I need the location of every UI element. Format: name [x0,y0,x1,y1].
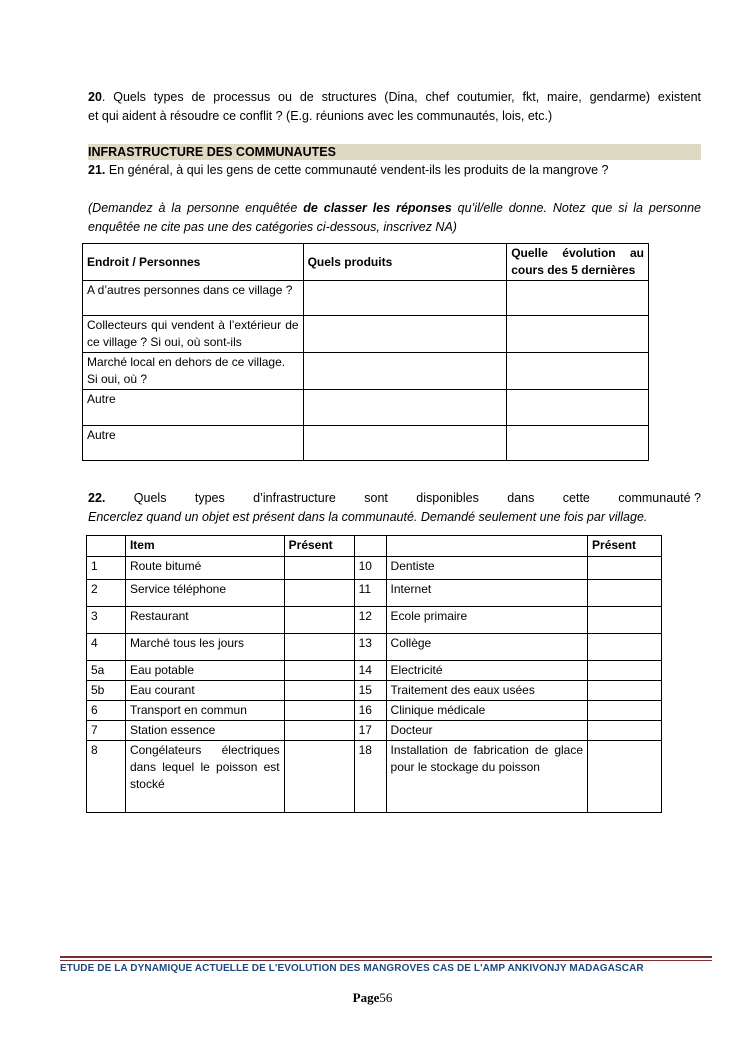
answer-cell[interactable] [507,426,649,461]
q21-instruction-line1: (Demandez à la personne enquêtée de classer les réponses qu’il/elle donne. Notez que si la personne [88,201,702,215]
present-cell[interactable] [588,557,662,580]
present-cell[interactable] [588,607,662,634]
q21-instruction-emphasis: de classer les réponses [303,201,452,215]
table-row: 6 Transport en commun 16 Clinique médicale [87,701,662,721]
table-row: 7 Station essence 17 Docteur [87,721,662,741]
present-cell[interactable] [588,661,662,681]
present-cell[interactable] [284,681,354,701]
q22-line1: 22. Quels types d’infrastructure sont disponibles dans cette communauté ? [88,489,701,508]
row-label: A d’autres personnes dans ce village ? [83,281,304,316]
answer-cell[interactable] [507,353,649,390]
section-title: INFRASTRUCTURE DES COMMUNAUTES [88,144,701,160]
answer-cell[interactable] [507,316,649,353]
present-cell[interactable] [588,721,662,741]
table-row: 5a Eau potable 14 Electricité [87,661,662,681]
row-label: Marché local en dehors de ce village. Si oui, où ? [83,353,304,390]
present-cell[interactable] [284,557,354,580]
header-item: Item [125,536,284,557]
q21-line [88,161,701,180]
row-label: Autre [83,390,304,426]
q22-instruction: Encerclez quand un objet est présent dans la communauté. Demandé seulement une fois par village. [88,510,648,524]
answer-cell[interactable] [303,390,507,426]
header-present: Présent [588,536,662,557]
q20-text: . Quels types de processus ou de structures (Dina, chef coutumier, fkt, maire, gendarme) existent [101,90,701,104]
header-evolution: Quelle évolution au cours des 5 dernières [507,244,649,281]
table-21 [82,243,649,461]
q20-line1 [88,88,701,107]
q21-instruction-line2: enquêtée ne cite pas une des catégories ci-dessous, inscrivez NA) [88,220,457,234]
present-cell[interactable] [284,721,354,741]
answer-cell[interactable] [303,426,507,461]
present-cell[interactable] [588,741,662,813]
present-cell[interactable] [284,634,354,661]
table-row: 4 Marché tous les jours 13 Collège [87,634,662,661]
q22-number: 22. [88,491,106,505]
q20-line2: et qui aident à résoudre ce conflit ? (E.g. réunions avec les communautés, lois, etc.) [88,109,553,123]
present-cell[interactable] [284,661,354,681]
table-row [83,316,649,353]
header-endroit: Endroit / Personnes [83,244,304,281]
answer-cell[interactable] [507,390,649,426]
header-present: Présent [284,536,354,557]
table-22 [86,535,662,813]
answer-cell[interactable] [507,281,649,316]
present-cell[interactable] [588,580,662,607]
footer-rule-thin [60,960,712,961]
present-cell[interactable] [588,701,662,721]
row-label: Autre [83,426,304,461]
table-row: 3 Restaurant 12 Ecole primaire [87,607,662,634]
present-cell[interactable] [588,681,662,701]
answer-cell[interactable] [303,281,507,316]
q21-text: En général, à qui les gens de cette communauté vendent-ils les produits de la mangrove ? [105,163,609,177]
table-row: 5b Eau courant 15 Traitement des eaux usées [87,681,662,701]
table-row: 2 Service téléphone 11 Internet [87,580,662,607]
table-row [83,353,649,390]
table-22-header [87,536,662,557]
q20-number: 20 [88,90,102,104]
present-cell[interactable] [284,741,354,813]
present-cell[interactable] [588,634,662,661]
answer-cell[interactable] [303,316,507,353]
table-row: 8 Congélateurs électriques dans lequel le poisson est stocké 18 Installation de fabrication de glace pour le stockage du poisson [87,741,662,813]
footer-title: ETUDE DE LA DYNAMIQUE ACTUELLE DE L'EVOLUTION DES MANGROVES CAS DE L'AMP ANKIVONJY MADAGASCAR [60,963,644,974]
header-produits: Quels produits [303,244,507,281]
answer-cell[interactable] [303,353,507,390]
footer-rule [60,956,712,958]
page-number: Page56 [352,990,393,1005]
row-label: Collecteurs qui vendent à l’extérieur de ce village ? Si oui, où sont-ils [83,316,304,353]
present-cell[interactable] [284,701,354,721]
table-row [83,281,649,316]
table-row: 1 Route bitumé 10 Dentiste [87,557,662,580]
table-row [83,426,649,461]
table-row [83,390,649,426]
present-cell[interactable] [284,580,354,607]
table-21-header [83,244,649,281]
q21-number: 21. [88,163,106,177]
present-cell[interactable] [284,607,354,634]
